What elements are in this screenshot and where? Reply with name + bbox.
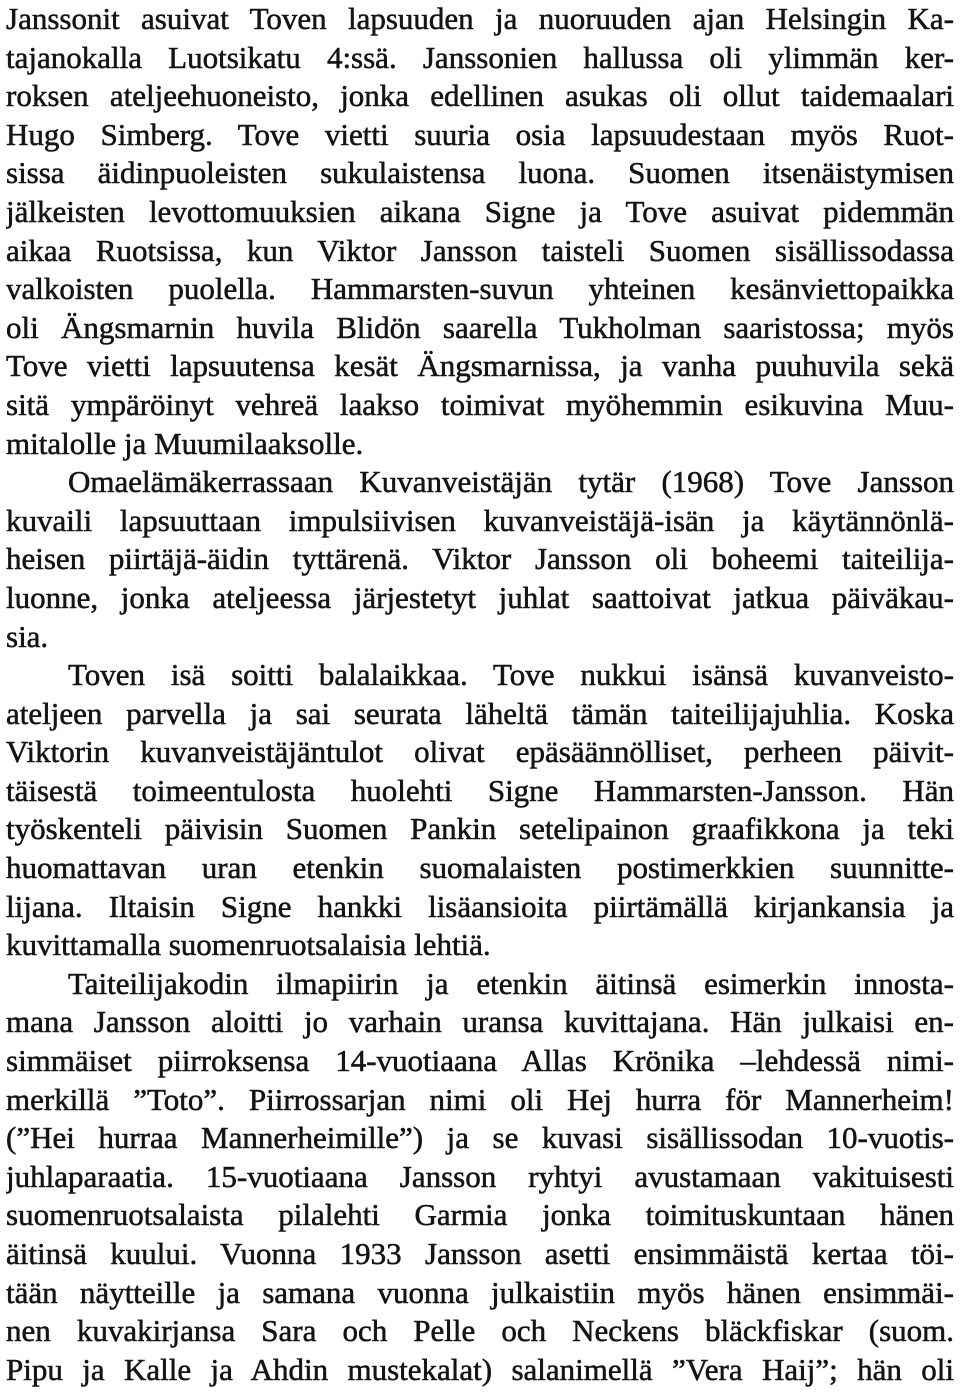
text-line: tään näytteille ja samana vuonna julkaistiin myös hänen ensimmäi- — [6, 1274, 954, 1310]
text-line: Tove vietti lapsuutensa kesät Ängsmarnissa, ja vanha puuhuvila sekä — [6, 348, 954, 384]
text-line: kuvittamalla suomenruotsalaisia lehtiä. — [6, 927, 491, 963]
text-line: (”Hei hurraa Mannerheimille”) ja se kuvasi sisällissodan 10-vuotis- — [6, 1120, 954, 1156]
text-line: suomenruotsalaista pilalehti Garmia jonka toimituskuntaan hänen — [6, 1197, 954, 1233]
text-line: oli Ängsmarnin huvila Blidön saarella Tukholman saaristossa; myös — [6, 309, 954, 345]
text-line: sia. — [6, 618, 49, 654]
text-line: ateljeen parvella ja sai seurata läheltä tämän taiteilijajuhlia. Koska — [6, 695, 954, 731]
document-body — [6, 0, 954, 1389]
text-line: työskenteli päivisin Suomen Pankin setelipainon graafikkona ja teki — [6, 811, 954, 847]
text-line: aikaa Ruotsissa, kun Viktor Jansson taisteli Suomen sisällissodassa — [6, 232, 954, 268]
text-line: huomattavan uran etenkin suomalaisten postimerkkien suunnitte- — [6, 850, 954, 886]
text-line: Hugo Simberg. Tove vietti suuria osia lapsuudestaan myös Ruot- — [6, 116, 954, 152]
text-line: täisestä toimeentulosta huolehti Signe Hammarsten-Jansson. Hän — [6, 772, 954, 808]
text-line: Pipu ja Kalle ja Ahdin mustekalat) salanimellä ”Vera Haij”; hän oli — [6, 1351, 954, 1387]
text-line: heisen piirtäjä-äidin tyttärenä. Viktor Jansson oli boheemi taiteilija- — [6, 541, 954, 577]
text-line: Janssonit asuivat Toven lapsuuden ja nuoruuden ajan Helsingin Ka- — [6, 1, 954, 36]
text-line: mitalolle ja Muumilaaksolle. — [6, 425, 364, 461]
text-line: Omaelämäkerrassaan Kuvanveistäjän tytär (1968) Tove Jansson — [68, 464, 954, 500]
text-line: simmäiset piirroksensa 14-vuotiaana Allas Krönika –lehdessä nimi- — [6, 1043, 954, 1079]
text-line: valkoisten puolella. Hammarsten-suvun yhteinen kesänviettopaikka — [6, 271, 954, 307]
text-line: tajanokalla Luotsikatu 4:ssä. Janssonien hallussa oli ylimmän ker- — [6, 39, 954, 75]
text-line: merkillä ”Toto”. Piirrossarjan nimi oli Hej hurra för Mannerheim! — [6, 1081, 954, 1117]
text-line: kuvaili lapsuuttaan impulsiivisen kuvanveistäjä-isän ja käytännönlä- — [6, 502, 954, 538]
text-line: mana Jansson aloitti jo varhain uransa kuvittajana. Hän julkaisi en- — [6, 1004, 954, 1040]
text-line: Toven isä soitti balalaikkaa. Tove nukkui isänsä kuvanveisto- — [68, 657, 954, 693]
text-line: Taiteilijakodin ilmapiirin ja etenkin äitinsä esimerkin innosta- — [68, 965, 954, 1001]
text-line: sissa äidinpuoleisten sukulaistensa luona. Suomen itsenäistymisen — [6, 155, 954, 191]
text-line: nen kuvakirjansa Sara och Pelle och Neckens bläckfiskar (suom. — [6, 1313, 954, 1349]
text-line: luonne, jonka ateljeessa järjestetyt juhlat saattoivat jatkua päiväkau- — [6, 579, 954, 615]
text-line: lijana. Iltaisin Signe hankki lisäansioita piirtämällä kirjankansia ja — [6, 888, 954, 924]
text-line: roksen ateljeehuoneisto, jonka edellinen asukas oli ollut taidemaalari — [6, 78, 954, 114]
text-line: jälkeisten levottomuuksien aikana Signe ja Tove asuivat pidemmän — [6, 193, 954, 229]
text-line: juhlaparaatia. 15-vuotiaana Jansson ryhtyi avustamaan vakituisesti — [6, 1158, 954, 1194]
text-line: äitinsä kuului. Vuonna 1933 Jansson asetti ensimmäistä kertaa töi- — [6, 1236, 954, 1271]
text-line: Viktorin kuvanveistäjäntulot olivat epäsäännölliset, perheen päivit- — [6, 734, 954, 770]
text-line: sitä ympäröinyt vehreä laakso toimivat myöhemmin esikuvina Muu- — [6, 386, 954, 422]
